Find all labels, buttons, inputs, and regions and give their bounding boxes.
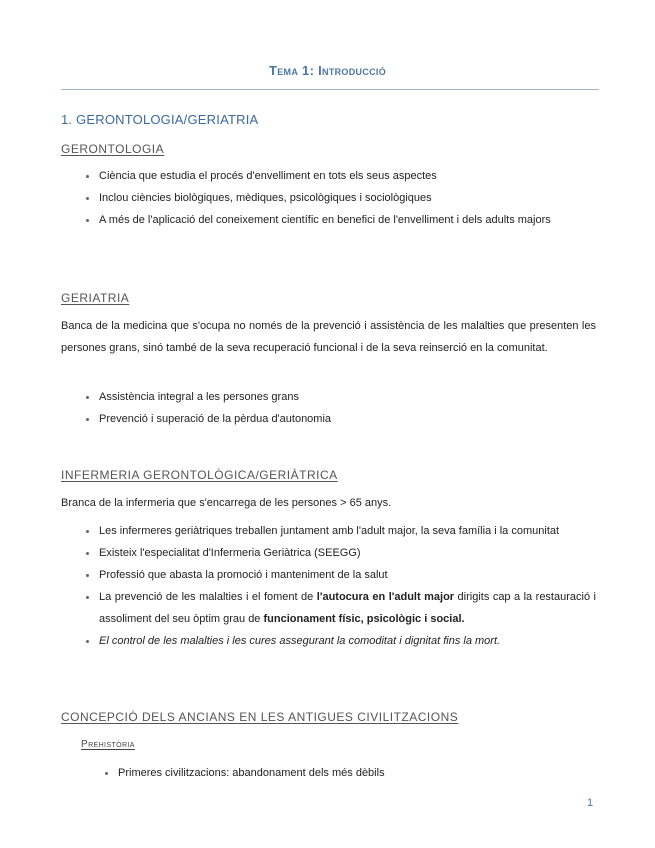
list-item: Prevenció i superació de la pèrdua d'autonomia	[99, 408, 596, 430]
list-item: La prevenció de les malalties i el foment de l'autocura en l'adult major dirigits cap a la restauració i assoliment del seu òptim grau de funcionament físic, psicològic i social.	[99, 586, 596, 630]
prehistoria-subheading: Prehistòria	[81, 739, 135, 750]
bullet-icon	[86, 219, 89, 222]
bullet-icon	[105, 772, 108, 775]
list-item: A més de l'aplicació del coneixement científic en benefici de l'envelliment i dels adults majors	[99, 209, 596, 231]
list-item: Primeres civilitzacions: abandonament dels més dèbils	[118, 762, 596, 784]
concepcio-heading: CONCEPCIÓ DELS ANCIANS EN LES ANTIGUES CIVILITZACIONS	[61, 710, 459, 724]
bullet-icon	[86, 530, 89, 533]
bullet-icon	[86, 396, 89, 399]
gerontologia-heading: GERONTOLOGIA	[61, 142, 165, 156]
prehistoria-list	[118, 762, 596, 784]
infermeria-heading: INFERMERIA GERONTOLÒGICA/GERIÀTRICA	[61, 468, 338, 482]
geriatria-paragraph: Banca de la medicina que s'ocupa no només de la prevenció i assistència de les malalties que presenten les persones grans, sinó també de la seva recuperació funcional i de la seva reinserció en la comunitat.	[61, 320, 596, 354]
list-item: Ciència que estudia el procés d'envelliment en tots els seus aspectes	[99, 165, 596, 187]
list-item: Existeix l'especialitat d'Infermeria Geriàtrica (SEEGG)	[99, 542, 596, 564]
bullet-icon	[86, 596, 89, 599]
bullet-icon	[86, 175, 89, 178]
page-title: Tema 1: Introducció	[268, 63, 387, 78]
bullet-icon	[86, 552, 89, 555]
geriatria-heading: GERIATRIA	[61, 291, 130, 305]
page-number: 1	[587, 797, 594, 809]
gerontologia-list	[99, 165, 596, 231]
section-heading: 1. GERONTOLOGIA/GERIATRIA	[61, 112, 259, 127]
list-item: Les infermeres geriàtriques treballen juntament amb l'adult major, la seva família i la comunitat	[99, 520, 596, 542]
bullet-icon	[86, 197, 89, 200]
list-item: Assistència integral a les persones grans	[99, 386, 596, 408]
infermeria-paragraph: Branca de la infermeria que s'encarrega de les persones > 65 anys.	[61, 497, 392, 509]
geriatria-list	[99, 386, 596, 430]
bullet-icon	[86, 640, 89, 643]
bullet-icon	[86, 574, 89, 577]
bullet-icon	[86, 418, 89, 421]
list-item: El control de les malalties i les cures assegurant la comoditat i dignitat fins la mort.	[99, 630, 596, 652]
list-item: Inclou ciències biològiques, mèdiques, psicològiques i sociològiques	[99, 187, 596, 209]
infermeria-list	[99, 520, 596, 652]
title-divider	[61, 89, 599, 90]
list-item: Professió que abasta la promoció i manteniment de la salut	[99, 564, 596, 586]
